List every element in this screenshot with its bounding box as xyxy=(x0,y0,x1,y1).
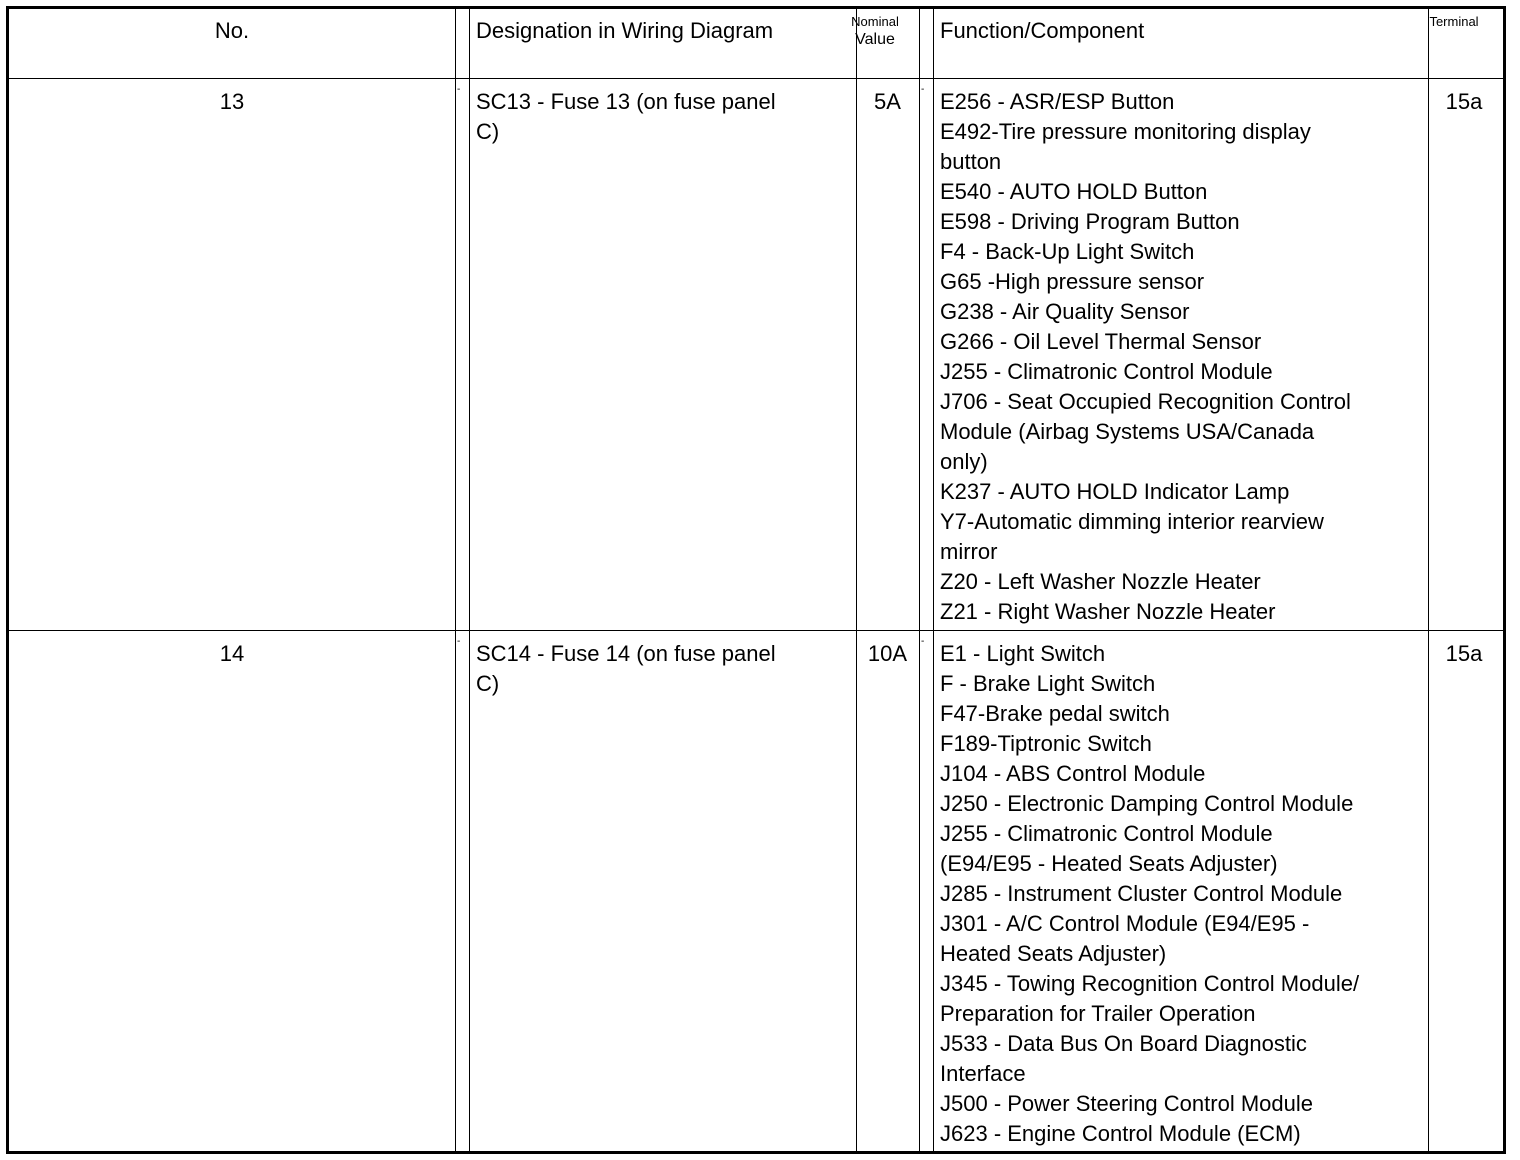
row-divider xyxy=(9,630,1503,631)
designation-line: C) xyxy=(476,119,500,144)
list-item: Module (Airbag Systems USA/Canada xyxy=(940,419,1315,444)
list-item: J500 - Power Steering Control Module xyxy=(940,1091,1313,1116)
column-divider xyxy=(1428,9,1429,1151)
list-item: J104 - ABS Control Module xyxy=(940,761,1206,786)
fuse-table xyxy=(6,6,1506,1154)
component-list xyxy=(940,87,1351,627)
header-terminal: Terminal xyxy=(1429,14,1479,29)
header-nominal-line1: Nominal xyxy=(851,14,899,29)
list-item: G266 - Oil Level Thermal Sensor xyxy=(940,329,1262,354)
list-item: J301 - A/C Control Module (E94/E95 - xyxy=(940,911,1310,936)
list-item: E598 - Driving Program Button xyxy=(940,209,1240,234)
row-designation xyxy=(476,87,776,147)
row-marker: - xyxy=(457,84,461,95)
row-marker: - xyxy=(921,636,925,647)
row-value: 10A xyxy=(867,641,908,666)
list-item: J706 - Seat Occupied Recognition Control xyxy=(940,389,1351,414)
list-item: Y7-Automatic dimming interior rearview xyxy=(940,509,1324,534)
row-divider xyxy=(9,78,1503,79)
list-item: only) xyxy=(940,449,988,474)
column-divider xyxy=(919,9,920,1151)
list-item: E492-Tire pressure monitoring display xyxy=(940,119,1311,144)
list-item: G238 - Air Quality Sensor xyxy=(940,299,1190,324)
header-no: No. xyxy=(214,18,250,43)
row-marker: - xyxy=(921,84,925,95)
row-marker: - xyxy=(457,636,461,647)
designation-line: SC14 - Fuse 14 (on fuse panel xyxy=(476,641,776,666)
header-nominal-line2: Value xyxy=(855,31,895,48)
list-item: Z21 - Right Washer Nozzle Heater xyxy=(940,599,1276,624)
row-terminal: 15a xyxy=(1445,641,1483,666)
list-item: Z20 - Left Washer Nozzle Heater xyxy=(940,569,1261,594)
list-item: J255 - Climatronic Control Module xyxy=(940,821,1273,846)
list-item: F - Brake Light Switch xyxy=(940,671,1156,696)
list-item: E1 - Light Switch xyxy=(940,641,1106,666)
list-item: E256 - ASR/ESP Button xyxy=(940,89,1175,114)
list-item: F189-Tiptronic Switch xyxy=(940,731,1152,756)
row-value: 5A xyxy=(874,89,901,114)
list-item: F47-Brake pedal switch xyxy=(940,701,1170,726)
list-item: Preparation for Trailer Operation xyxy=(940,1001,1256,1026)
row-terminal: 15a xyxy=(1445,89,1483,114)
component-list xyxy=(940,639,1359,1149)
list-item: J250 - Electronic Damping Control Module xyxy=(940,791,1354,816)
list-item: J345 - Towing Recognition Control Module/ xyxy=(940,971,1360,996)
row-no: 13 xyxy=(219,89,245,114)
list-item: J255 - Climatronic Control Module xyxy=(940,359,1273,384)
list-item: J623 - Engine Control Module (ECM) xyxy=(940,1121,1301,1146)
list-item: button xyxy=(940,149,1002,174)
list-item: E540 - AUTO HOLD Button xyxy=(940,179,1208,204)
header-nominal-value xyxy=(845,14,905,50)
column-divider xyxy=(933,9,934,1151)
list-item: mirror xyxy=(940,539,998,564)
list-item: K237 - AUTO HOLD Indicator Lamp xyxy=(940,479,1290,504)
column-divider xyxy=(856,9,857,1151)
designation-line: SC13 - Fuse 13 (on fuse panel xyxy=(476,89,776,114)
list-item: Heated Seats Adjuster) xyxy=(940,941,1167,966)
list-item: J533 - Data Bus On Board Diagnostic xyxy=(940,1031,1307,1056)
list-item: Interface xyxy=(940,1061,1026,1086)
column-divider xyxy=(455,9,456,1151)
designation-line: C) xyxy=(476,671,500,696)
row-designation xyxy=(476,639,776,699)
list-item: F4 - Back-Up Light Switch xyxy=(940,239,1195,264)
list-item: J285 - Instrument Cluster Control Module xyxy=(940,881,1343,906)
column-divider xyxy=(469,9,470,1151)
list-item: G65 -High pressure sensor xyxy=(940,269,1205,294)
list-item: (E94/E95 - Heated Seats Adjuster) xyxy=(940,851,1278,876)
header-designation: Designation in Wiring Diagram xyxy=(476,18,774,43)
header-function: Function/Component xyxy=(940,18,1145,43)
row-no: 14 xyxy=(219,641,245,666)
